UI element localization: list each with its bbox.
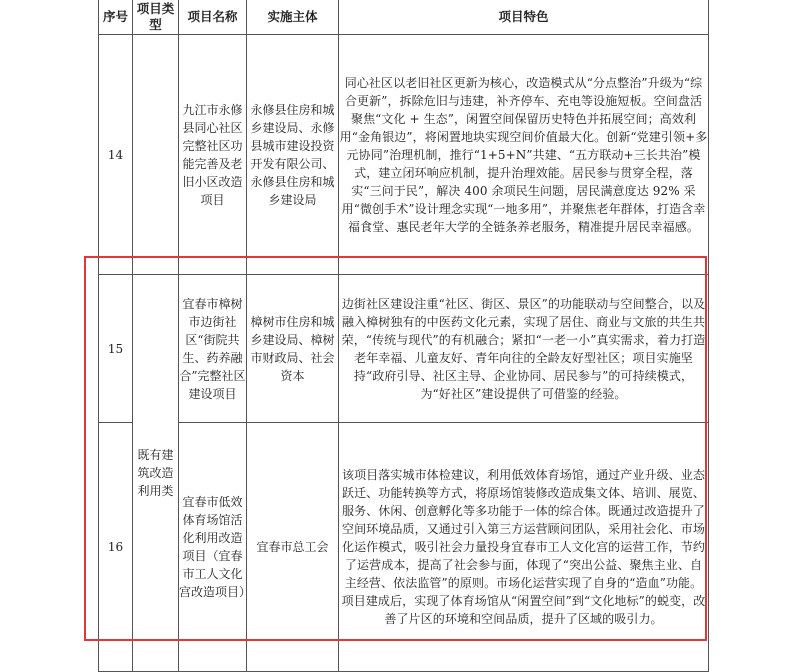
table-row <box>99 35 709 275</box>
row-features: 边街社区建设注重“社区、街区、景区”的功能联动与空间整合，以及融入樟树独有的中医药文化元素，实现了居住、商业与文旅的共生共荣，“传统与现代”的有机融合；紧扣“一老一小”真实需求，着力打造老年幸福、儿童友好、青年向往的全龄友好型社区；项目实施坚持“政府引导、社区主导、企业协同、居民参与”的可持续模式，为“好社区”建设提供了可借鉴的经验。 <box>339 275 709 423</box>
row-category <box>133 35 179 275</box>
header-features: 项目特色 <box>339 0 709 35</box>
row-name: 宜春市樟树市边街社区“街院共生、药养融合”完整社区建设项目 <box>179 275 247 423</box>
row-name: 九江市永修县同心社区完整社区功能完善及老旧小区改造项目 <box>179 35 247 275</box>
row-features: 该项目落实城市体检建议，利用低效体育场馆，通过产业升级、业态跃迁、功能转换等方式，将原场馆装修改造成集文体、培训、展览、服务、休闲、创意孵化等多功能于一体的综合体。既通过改造提升了空间环境品质，又通过引入第三方运营顾问团队，采用社会化、市场化运作模式，吸引社会力量投身宜春市工人文化宫的运营工作，节约了运营成本，提高了社会参与面，体现了“突出公益、聚焦主业、自主经营、依法监管”的原则。市场化运营实现了自身的“造血”功能。项目建成后，实现了体育场馆从“闲置空间”到“文化地标”的蜕变，改善了片区的环境和空间品质，提升了区域的吸引力。 <box>339 423 709 672</box>
table-header-row <box>99 0 709 35</box>
project-table <box>98 0 709 672</box>
row-name: 宜春市低效体育场馆活化利用改造项目（宜春市工人文化宫改造项目） <box>179 423 247 672</box>
row-subject: 永修县住房和城乡建设局、永修县城市建设投资开发有限公司、永修县住房和城乡建设局 <box>247 35 339 275</box>
row-no: 14 <box>99 35 133 275</box>
row-subject: 樟树市住房和城乡建设局、樟树市财政局、社会资本 <box>247 275 339 423</box>
row-features: 同心社区以老旧社区更新为核心，改造模式从“分点整治”升级为“综合更新”，拆除危旧与违建，补齐停车、充电等设施短板。空间盘活聚焦“文化 + 生态”，闲置空间保留历史特色并拓展空间；高效利用“金角银边”，将闲置地块实现空间价值最大化。创新“党建引领+多元协同”治理机制，推行“1+5+N”共建、“五方联动+三长共治”模式，建立闭环响应机制，提升治理效能。居民参与贯穿全程，落实“三问于民”，解决 400 余项民生问题，居民满意度达 92% 采用“微创手术”设计理念实现“一地多用”，并聚焦老年群体，打造含幸福食堂、惠民老年大学的全链条养老服务，精准提升居民幸福感。 <box>339 35 709 275</box>
row-no: 15 <box>99 275 133 423</box>
table-row <box>99 423 709 672</box>
header-no: 序号 <box>99 0 133 35</box>
row-no: 16 <box>99 423 133 672</box>
header-subject: 实施主体 <box>247 0 339 35</box>
header-name: 项目名称 <box>179 0 247 35</box>
row-category: 既有建筑改造利用类 <box>133 275 179 672</box>
header-category: 项目类型 <box>133 0 179 35</box>
row-subject: 宜春市总工会 <box>247 423 339 672</box>
table-row <box>99 275 709 423</box>
